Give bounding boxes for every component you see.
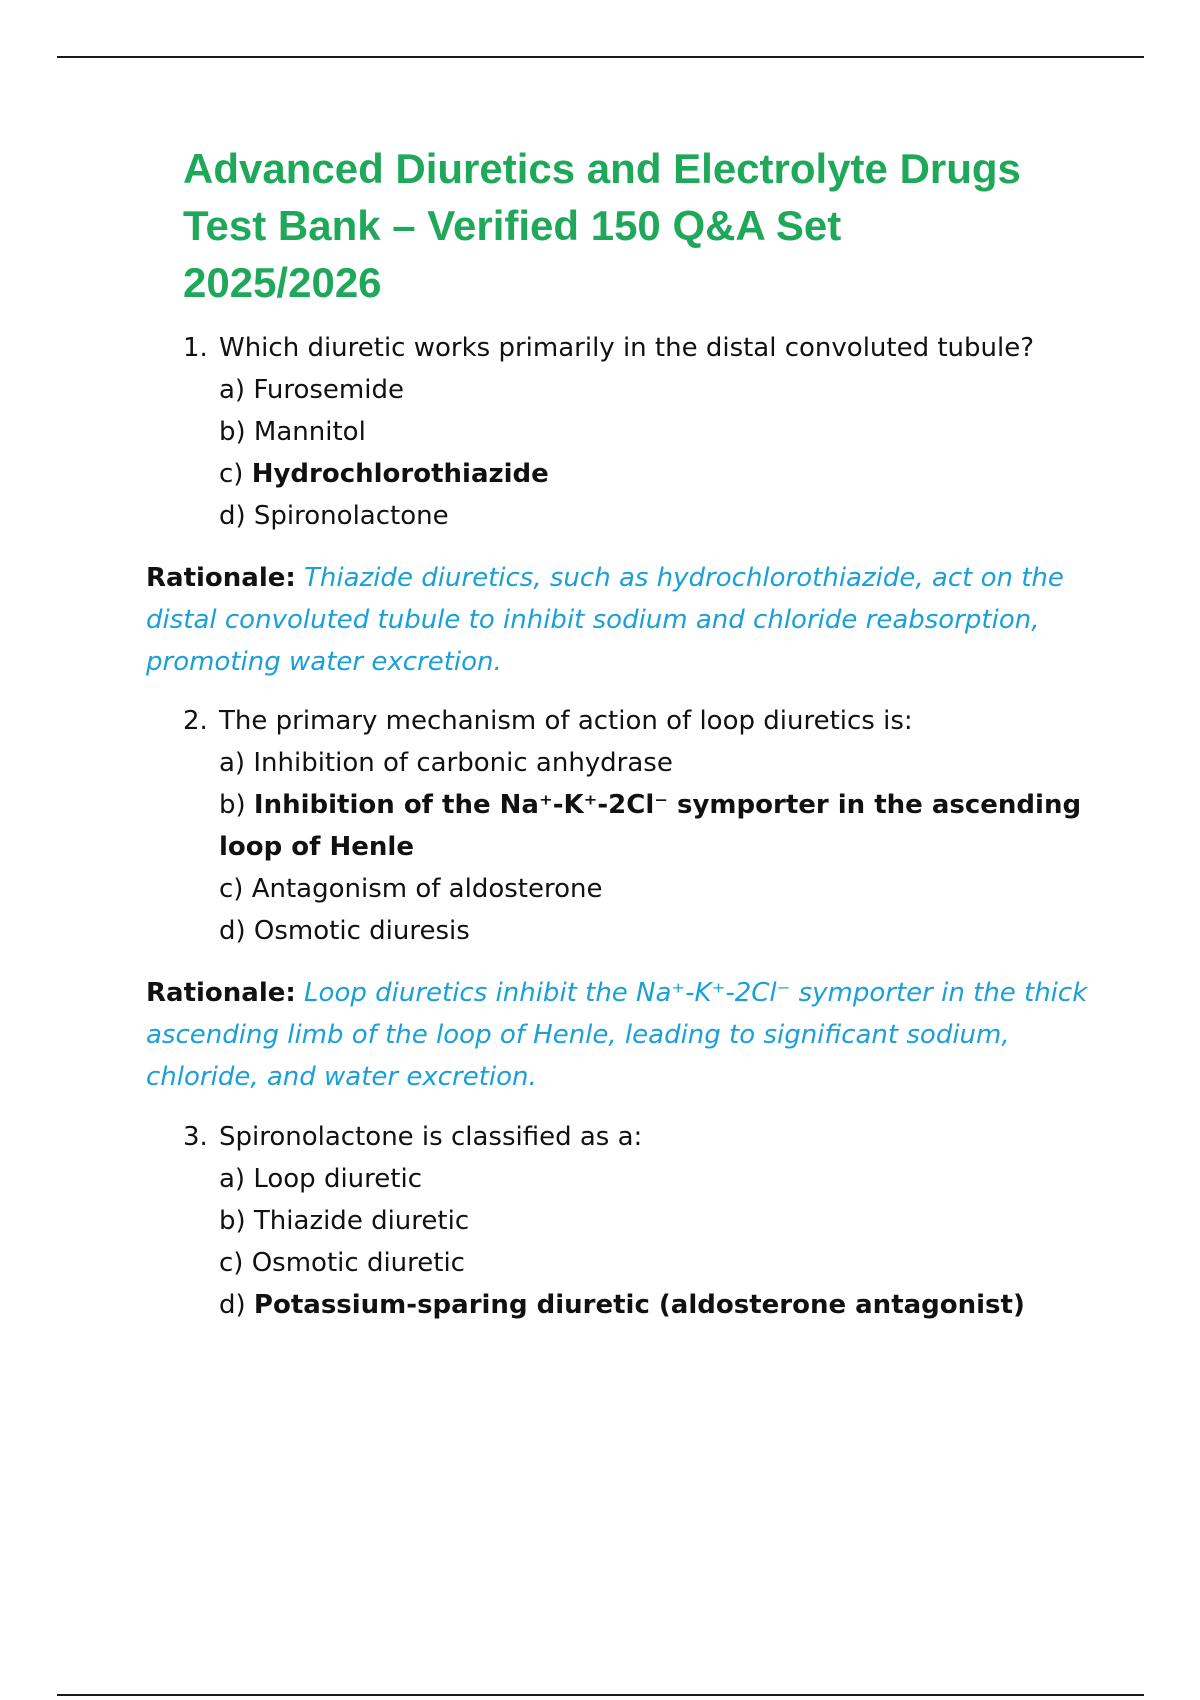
option-a [219, 369, 549, 411]
option-text: Thiazide diuretic [253, 1206, 470, 1236]
rationale-text: Loop diuretics inhibit the Na⁺-K⁺-2Cl⁻ symporter in the thick ascending limb of the loop of Henle, leading to significant sodium, chloride, and water excretion. [146, 978, 1088, 1092]
rationale-label: Rationale: [146, 563, 296, 593]
option-text: Hydrochlorothiazide [251, 459, 549, 489]
option-d [219, 495, 549, 537]
option-letter: c) [219, 1248, 244, 1278]
option-letter: b) [219, 1206, 246, 1236]
question-2-options [219, 742, 1099, 952]
option-text: Loop diuretic [253, 1164, 422, 1194]
option-c [219, 868, 1099, 910]
option-text: Osmotic diuresis [253, 916, 470, 946]
rationale-text: Thiazide diuretics, such as hydrochlorothiazide, act on the distal convoluted tubule to inhibit sodium and chloride reabsorption, promoting water excretion. [146, 563, 1064, 677]
question-number: 3. [183, 1122, 208, 1152]
option-letter: b) [219, 417, 246, 447]
document-title [183, 140, 1113, 311]
option-letter: d) [219, 501, 246, 531]
option-text: Furosemide [253, 375, 404, 405]
option-text: Mannitol [253, 417, 366, 447]
footer-rule [57, 1694, 1144, 1696]
option-text: Inhibition of the Na⁺-K⁺-2Cl⁻ symporter in the ascending loop of Henle [219, 790, 1082, 862]
title-line-3: 2025/2026 [183, 259, 382, 306]
question-text: Spironolactone is classified as a: [219, 1122, 643, 1152]
rationale-2 [146, 972, 1106, 1098]
option-letter: b) [219, 790, 246, 820]
option-letter: c) [219, 874, 244, 904]
rationale-label: Rationale: [146, 978, 296, 1008]
question-text: The primary mechanism of action of loop diuretics is: [219, 706, 913, 736]
option-letter: d) [219, 916, 246, 946]
option-a [219, 742, 1099, 784]
question-number: 1. [183, 333, 208, 363]
option-letter: a) [219, 375, 246, 405]
question-1 [183, 327, 1034, 369]
question-1-options [219, 369, 549, 537]
question-number: 2. [183, 706, 208, 736]
option-text: Antagonism of aldosterone [251, 874, 603, 904]
option-b [219, 1200, 1025, 1242]
option-c [219, 1242, 1025, 1284]
option-text: Spironolactone [253, 501, 449, 531]
question-2 [183, 700, 913, 742]
option-d [219, 910, 1099, 952]
option-letter: a) [219, 1164, 246, 1194]
question-3 [183, 1116, 642, 1158]
option-text: Osmotic diuretic [251, 1248, 465, 1278]
title-line-2: Test Bank – Verified 150 Q&A Set [183, 202, 842, 249]
option-c-correct [219, 453, 549, 495]
option-text: Inhibition of carbonic anhydrase [253, 748, 673, 778]
header-rule [57, 56, 1144, 58]
option-text: Potassium-sparing diuretic (aldosterone antagonist) [253, 1290, 1025, 1320]
option-d-correct [219, 1284, 1025, 1326]
option-letter: a) [219, 748, 246, 778]
rationale-1 [146, 557, 1106, 683]
question-3-options [219, 1158, 1025, 1326]
question-text: Which diuretic works primarily in the distal convoluted tubule? [219, 333, 1035, 363]
title-line-1: Advanced Diuretics and Electrolyte Drugs [183, 145, 1021, 192]
option-b [219, 411, 549, 453]
option-a [219, 1158, 1025, 1200]
option-letter: c) [219, 459, 244, 489]
option-b-correct [219, 784, 1099, 868]
option-letter: d) [219, 1290, 246, 1320]
